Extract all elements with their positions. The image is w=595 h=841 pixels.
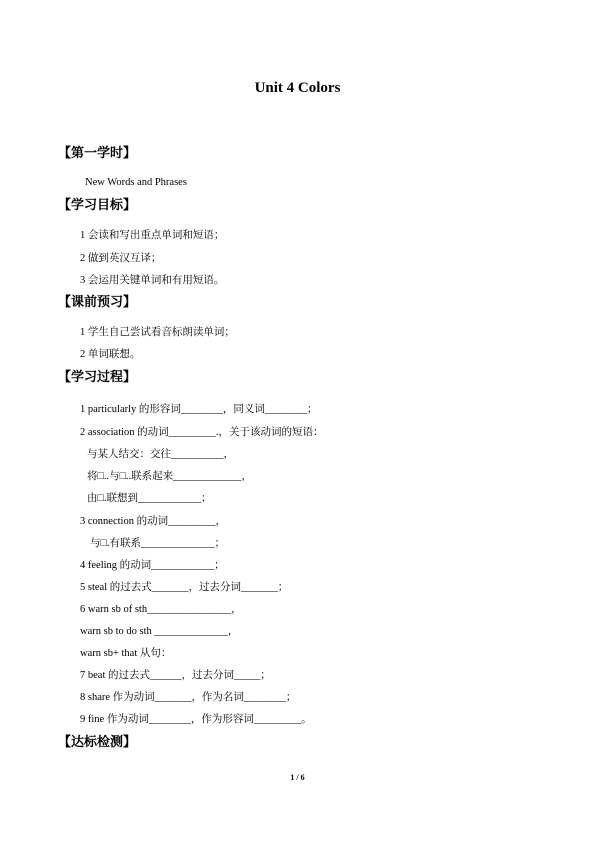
exercise-line: 与□.有联系______________； bbox=[90, 538, 225, 549]
exercise-line: 7 beat 的过去式______，过去分词_____； bbox=[80, 670, 271, 681]
section-heading-process: 【学习过程】 bbox=[58, 370, 137, 385]
exercise-line: 5 steal 的过去式_______，过去分词_______； bbox=[80, 582, 289, 593]
page-number: 1 / 6 bbox=[290, 773, 305, 782]
exercise-line: 6 warn sb of sth________________， bbox=[80, 604, 242, 615]
exercise-line: 由□.联想到____________； bbox=[87, 493, 212, 504]
list-item: 2 单词联想。 bbox=[80, 349, 141, 360]
exercise-line: 将□..与□..联系起来_____________， bbox=[87, 471, 252, 482]
page-title: Unit 4 Colors bbox=[254, 80, 341, 96]
section-heading-objectives: 【学习目标】 bbox=[58, 198, 137, 213]
section-heading-preview: 【课前预习】 bbox=[58, 295, 137, 310]
exercise-line: 3 connection 的动词_________， bbox=[80, 516, 226, 527]
section-heading-lesson: 【第一学时】 bbox=[58, 146, 137, 161]
exercise-line: 与某人结交：交往__________， bbox=[87, 449, 234, 460]
list-item: 1 会读和写出重点单词和短语； bbox=[80, 230, 225, 241]
exercise-line: 1 particularly 的形容词________，同义词________； bbox=[80, 404, 318, 415]
section-heading-assessment: 【达标检测】 bbox=[58, 735, 137, 750]
exercise-line: 9 fine 作为动词________，作为形容词_________。 bbox=[80, 714, 312, 725]
exercise-line: warn sb+ that 从句： bbox=[80, 648, 172, 659]
list-item: 3 会运用关键单词和有用短语。 bbox=[80, 275, 225, 286]
exercise-line: 8 share 作为动词_______，作为名词________； bbox=[80, 692, 297, 703]
exercise-line: warn sb to do sth ______________， bbox=[80, 626, 239, 637]
exercise-line: 2 association 的动词_________.，关于该动词的短语： bbox=[80, 427, 324, 438]
section-subtitle: New Words and Phrases bbox=[85, 177, 187, 188]
exercise-line: 4 feeling 的动词____________； bbox=[80, 560, 225, 571]
list-item: 1 学生自己尝试看音标朗读单词； bbox=[80, 327, 235, 338]
list-item: 2 做到英汉互译； bbox=[80, 253, 162, 264]
